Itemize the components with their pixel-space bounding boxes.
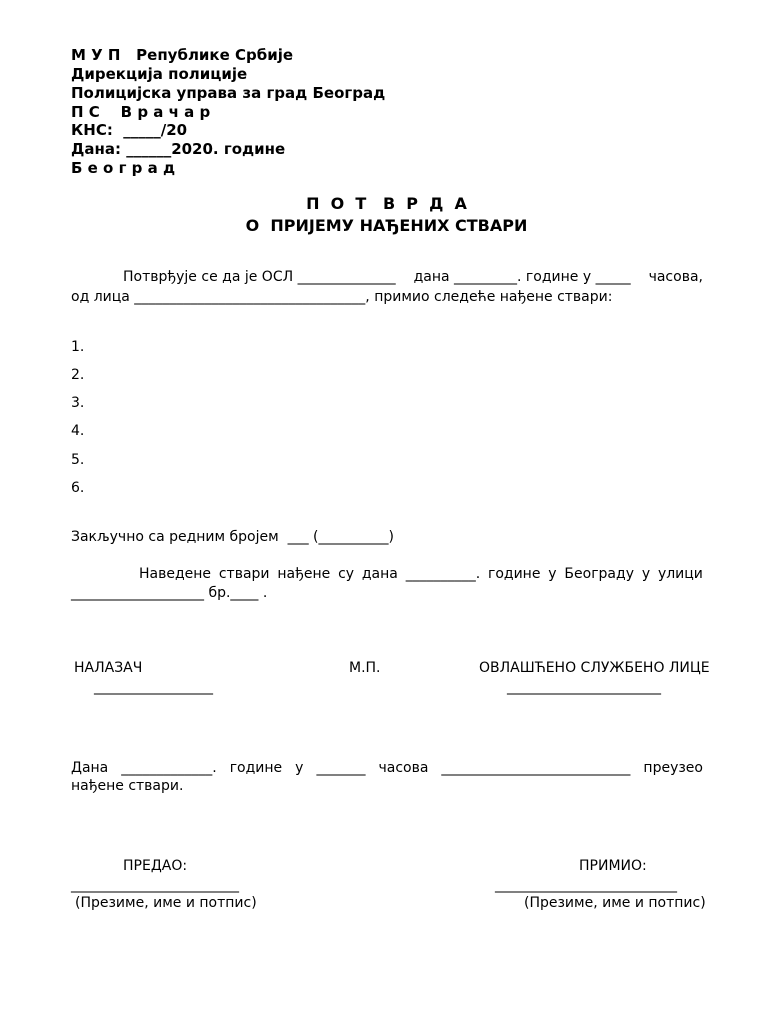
found-line-1 xyxy=(139,565,703,584)
handover-word: преузео xyxy=(643,760,703,776)
received-caption: (Презиме, име и потпис) xyxy=(524,895,706,911)
handover-word: Дана xyxy=(71,760,109,776)
found-word: ствари xyxy=(218,566,270,582)
received-signature-line: __________________________ xyxy=(495,877,677,893)
handover-word: године xyxy=(229,760,283,776)
found-word: године xyxy=(487,566,541,582)
list-item: 6. xyxy=(71,480,85,496)
official-signature-line: ______________________ xyxy=(507,679,661,695)
header-kns: КНС: _____/20 xyxy=(71,121,188,139)
received-label: ПРИМИО: xyxy=(579,858,647,874)
handover-line-2: нађене ствари. xyxy=(71,778,184,794)
found-word: Београду xyxy=(564,566,634,582)
handed-over-caption: (Презиме, име и потпис) xyxy=(75,895,257,911)
header-police-admin: Полицијска управа за град Београд xyxy=(71,84,386,102)
handover-word: _____________. xyxy=(121,760,217,776)
intro-text-part: Потврђује се да је ОСЛ ______________ xyxy=(123,269,396,285)
stamp-label: М.П. xyxy=(349,660,381,676)
finder-label: НАЛАЗАЧ xyxy=(74,660,143,676)
handover-word: _______ xyxy=(316,760,366,776)
intro-line-1 xyxy=(123,268,703,287)
list-item: 5. xyxy=(71,452,85,468)
handover-word: у xyxy=(295,760,304,776)
found-line-2: ___________________ бр.____ . xyxy=(71,585,268,601)
handover-line-1 xyxy=(71,759,703,778)
handover-word: часова xyxy=(378,760,429,776)
found-word: у xyxy=(548,566,557,582)
header-city: Б е о г р а д xyxy=(71,159,176,177)
handed-over-label: ПРЕДАО: xyxy=(123,858,188,874)
handover-word: ___________________________ xyxy=(441,760,631,776)
header-directorate: Дирекција полиције xyxy=(71,65,248,83)
document-subtitle: О ПРИЈЕМУ НАЂЕНИХ СТВАРИ xyxy=(245,216,528,235)
list-item: 1. xyxy=(71,339,85,355)
found-word: Наведене xyxy=(139,566,212,582)
found-word: нађене xyxy=(277,566,331,582)
list-item: 4. xyxy=(71,423,85,439)
header-date: Дана: ______2020. године xyxy=(71,140,286,158)
intro-text-part: дана _________. године у _____ xyxy=(413,269,631,285)
official-label: ОВЛАШЋЕНО СЛУЖБЕНО ЛИЦЕ xyxy=(479,660,710,676)
list-item: 3. xyxy=(71,395,85,411)
list-item: 2. xyxy=(71,367,85,383)
handed-over-signature-line: ________________________ xyxy=(71,877,239,893)
concluded-line: Закључно са редним бројем ___ (__________) xyxy=(71,529,394,545)
header-ministry: М У П Републике Србије xyxy=(71,46,294,64)
found-word: дана xyxy=(361,566,398,582)
header-station: П С В р а ч а р xyxy=(71,103,211,121)
found-word: у xyxy=(641,566,651,582)
found-word: су xyxy=(338,566,355,582)
found-word: __________. xyxy=(405,566,481,582)
found-word: улици xyxy=(657,566,703,582)
intro-line-2: од лица _________________________________, примио следеће нађене ствари: xyxy=(71,289,613,305)
finder-signature-line: _________________ xyxy=(94,679,213,695)
intro-text-part: часова, xyxy=(648,269,703,285)
document-title: П О Т В Р Д А xyxy=(306,194,467,213)
